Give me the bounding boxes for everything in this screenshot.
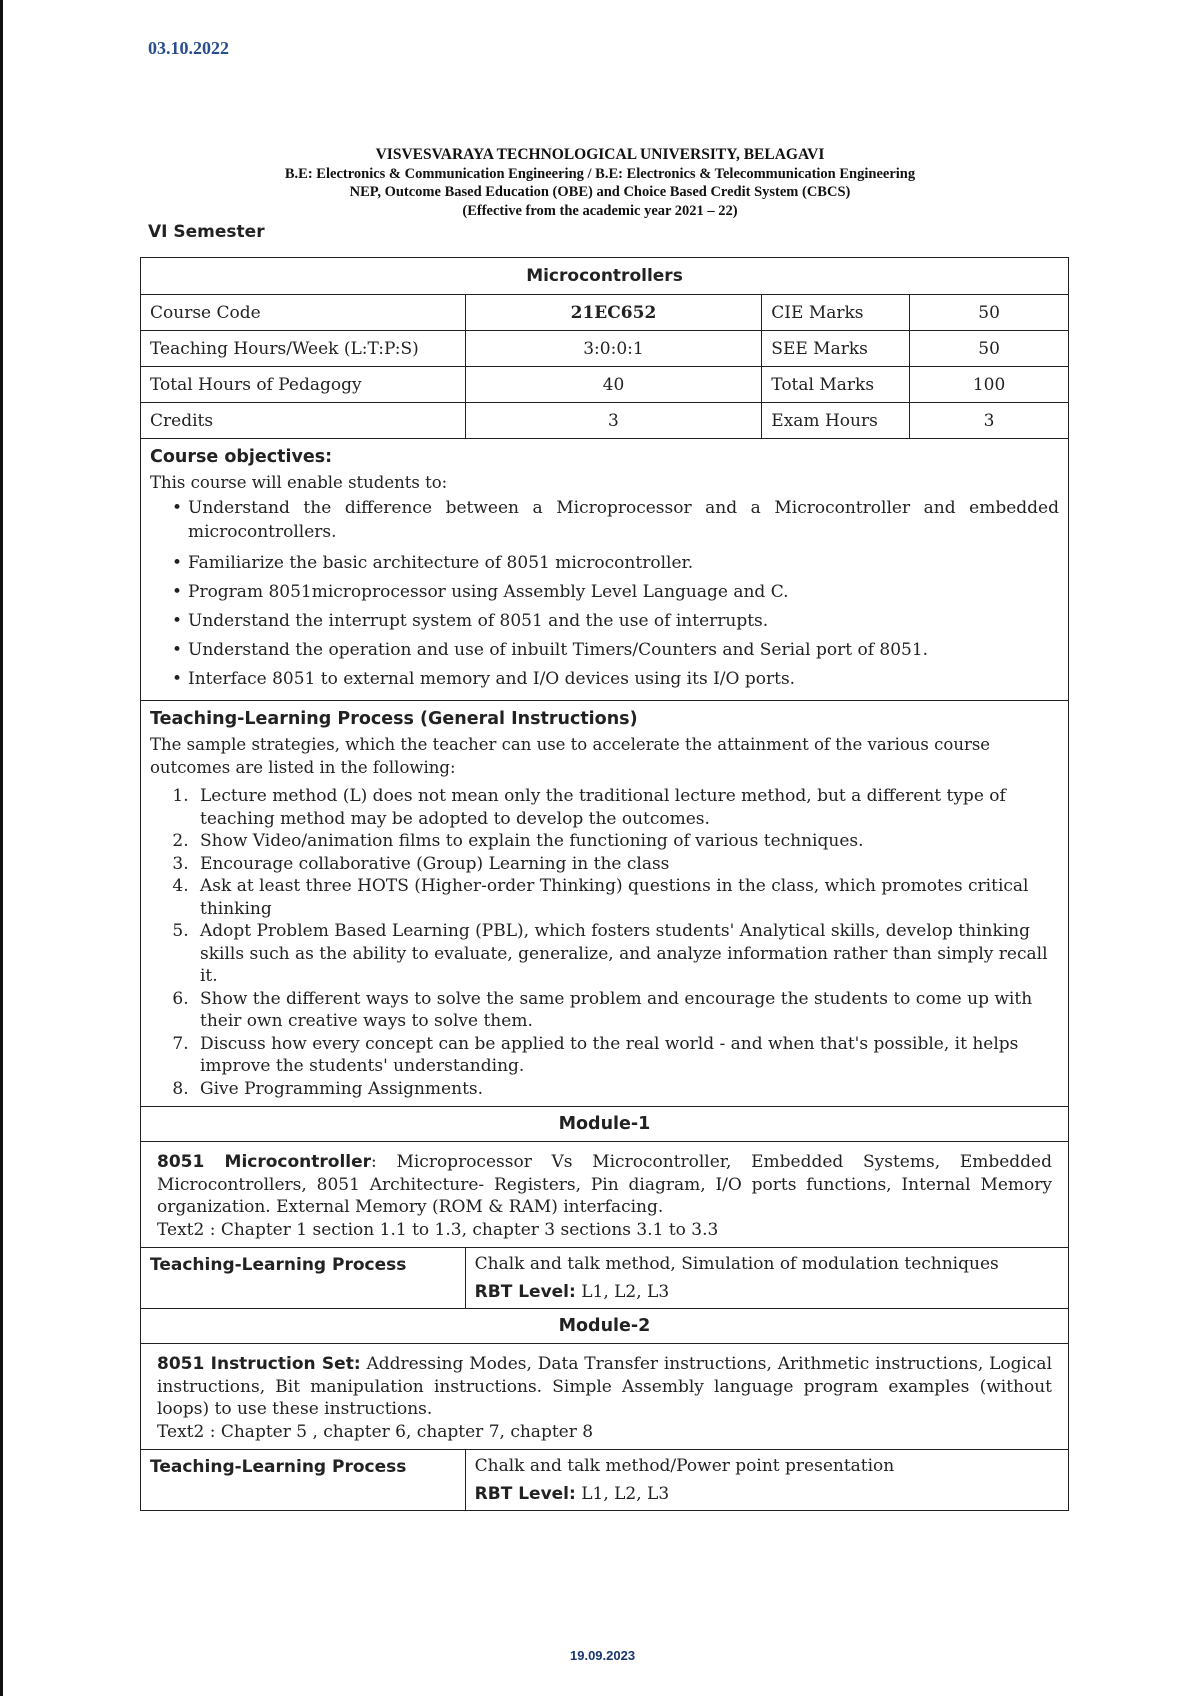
teaching-hours-label: Teaching Hours/Week (L:T:P:S) xyxy=(141,331,466,367)
semester-label: VI Semester xyxy=(148,222,265,242)
header-programme: B.E: Electronics & Communication Engineering / B.E: Electronics & Telecommunication Engineering xyxy=(284,165,916,182)
module-1-description: : Microprocessor Vs Microcontroller, Embedded Systems, Embedded Microcontrollers, 8051 Architecture- Registers, Pin diagram, I/O ports functions, Internal Memory organization. External Memory (ROM & RAM) interfacing. xyxy=(157,1152,1052,1217)
teaching-process-row xyxy=(141,701,1069,1107)
cie-marks-label: CIE Marks xyxy=(762,295,910,331)
module-2-content xyxy=(141,1344,1069,1450)
header-effective-year: (Effective from the academic year 2021 – 22) xyxy=(462,202,738,219)
table-row xyxy=(141,331,1069,367)
credits-label: Credits xyxy=(141,403,466,439)
see-marks-value: 50 xyxy=(910,331,1069,367)
date-stamp-bottom: 19.09.2023 xyxy=(570,1648,636,1663)
credits-value: 3 xyxy=(465,403,762,439)
module-1-content xyxy=(141,1142,1069,1248)
module-2-reference: Text2 : Chapter 5 , chapter 6, chapter 7, chapter 8 xyxy=(157,1421,594,1442)
course-title: Microcontrollers xyxy=(141,258,1069,295)
module-2-content-row xyxy=(141,1344,1069,1450)
module-1-tlp-row xyxy=(141,1248,1069,1309)
module-2-tlp-row xyxy=(141,1450,1069,1511)
course-objectives-list xyxy=(150,496,1059,694)
syllabus-table xyxy=(140,257,1069,1511)
list-item: 6. Show the different ways to solve the same problem and encourage the students to come up with their own creative ways to solve them. xyxy=(194,988,1059,1033)
module-1-topic: 8051 Microcontroller xyxy=(157,1152,372,1172)
pedagogy-hours-label: Total Hours of Pedagogy xyxy=(141,367,466,403)
header-scheme: NEP, Outcome Based Education (OBE) and Choice Based Credit System (CBCS) xyxy=(349,184,851,200)
module-1-reference: Text2 : Chapter 1 section 1.1 to 1.3, chapter 3 sections 3.1 to 3.3 xyxy=(157,1219,719,1240)
table-row xyxy=(141,367,1069,403)
teaching-process-heading: Teaching-Learning Process (General Instructions) xyxy=(150,709,638,729)
pedagogy-hours-value: 40 xyxy=(465,367,762,403)
exam-hours-label: Exam Hours xyxy=(762,403,910,439)
list-item: • Program 8051microprocessor using Assembly Level Language and C. xyxy=(176,578,1059,607)
exam-hours-value: 3 xyxy=(910,403,1069,439)
module-1-rbt-label: RBT Level: xyxy=(474,1282,576,1302)
total-marks-label: Total Marks xyxy=(762,367,910,403)
see-marks-label: SEE Marks xyxy=(762,331,910,367)
list-item: • Understand the interrupt system of 8051 and the use of interrupts. xyxy=(176,607,1059,636)
module-1-heading-row xyxy=(141,1107,1069,1142)
module-1-heading: Module-1 xyxy=(141,1107,1069,1142)
course-objectives-intro: This course will enable students to: xyxy=(150,473,448,492)
list-item: 4. Ask at least three HOTS (Higher-order Thinking) questions in the class, which promotes critical thinking xyxy=(194,875,1059,920)
list-item: 3. Encourage collaborative (Group) Learning in the class xyxy=(194,853,1059,876)
list-item: • Understand the operation and use of inbuilt Timers/Counters and Serial port of 8051. xyxy=(176,636,1059,665)
course-objectives-section xyxy=(141,439,1069,701)
teaching-process-section xyxy=(141,701,1069,1107)
list-item: 2. Show Video/animation films to explain the functioning of various techniques. xyxy=(194,830,1059,853)
teaching-hours-value: 3:0:0:1 xyxy=(465,331,762,367)
course-title-row xyxy=(141,258,1069,295)
page-left-border xyxy=(0,0,3,1696)
module-1-tlp-details xyxy=(465,1248,1068,1309)
module-2-tlp-label: Teaching-Learning Process xyxy=(141,1450,466,1511)
list-item: • Familiarize the basic architecture of 8051 microcontroller. xyxy=(176,549,1059,578)
list-item: • Understand the difference between a Microprocessor and a Microcontroller and embedded microcontrollers. xyxy=(176,496,1059,544)
module-2-rbt-value: L1, L2, L3 xyxy=(575,1484,670,1504)
list-item: 5. Adopt Problem Based Learning (PBL), which fosters students' Analytical skills, develop thinking skills such as the ability to evaluate, generalize, and analyze information rather than simply recall it. xyxy=(194,920,1059,988)
list-item: 8. Give Programming Assignments. xyxy=(194,1078,1059,1101)
list-item: • Interface 8051 to external memory and I/O devices using its I/O ports. xyxy=(176,665,1059,694)
module-2-tlp-method: Chalk and talk method/Power point presentation xyxy=(474,1456,895,1476)
teaching-process-list xyxy=(150,785,1059,1100)
module-2-heading-row xyxy=(141,1309,1069,1344)
teaching-process-intro: The sample strategies, which the teacher can use to accelerate the attainment of the various course outcomes are listed in the following: xyxy=(150,735,991,777)
date-stamp-top: 03.10.2022 xyxy=(148,38,229,58)
list-item: 1. Lecture method (L) does not mean only the traditional lecture method, but a different type of teaching method may be adopted to develop the outcomes. xyxy=(194,785,1059,830)
course-objectives-row xyxy=(141,439,1069,701)
module-2-tlp-details xyxy=(465,1450,1068,1511)
module-1-tlp-label: Teaching-Learning Process xyxy=(141,1248,466,1309)
list-item: 7. Discuss how every concept can be applied to the real world - and when that's possible, it helps improve the students' understanding. xyxy=(194,1033,1059,1078)
header-university-name: VISVESVARAYA TECHNOLOGICAL UNIVERSITY, BELAGAVI xyxy=(375,146,825,163)
module-2-topic: 8051 Instruction Set: xyxy=(157,1354,361,1374)
module-1-tlp-method: Chalk and talk method, Simulation of modulation techniques xyxy=(474,1254,999,1274)
table-row xyxy=(141,295,1069,331)
course-code-label: Course Code xyxy=(141,295,466,331)
course-objectives-heading: Course objectives: xyxy=(150,447,333,467)
module-1-rbt-value: L1, L2, L3 xyxy=(575,1282,670,1302)
cie-marks-value: 50 xyxy=(910,295,1069,331)
module-2-rbt-label: RBT Level: xyxy=(474,1484,576,1504)
university-header xyxy=(0,146,1200,220)
module-2-heading: Module-2 xyxy=(141,1309,1069,1344)
module-2-description: Addressing Modes, Data Transfer instructions, Arithmetic instructions, Logical instructions, Bit manipulation instructions. Simple Assembly language program examples (without loops) to use these instructions. xyxy=(157,1354,1053,1419)
course-code-value: 21EC652 xyxy=(465,295,762,331)
table-row xyxy=(141,403,1069,439)
total-marks-value: 100 xyxy=(910,367,1069,403)
module-1-content-row xyxy=(141,1142,1069,1248)
